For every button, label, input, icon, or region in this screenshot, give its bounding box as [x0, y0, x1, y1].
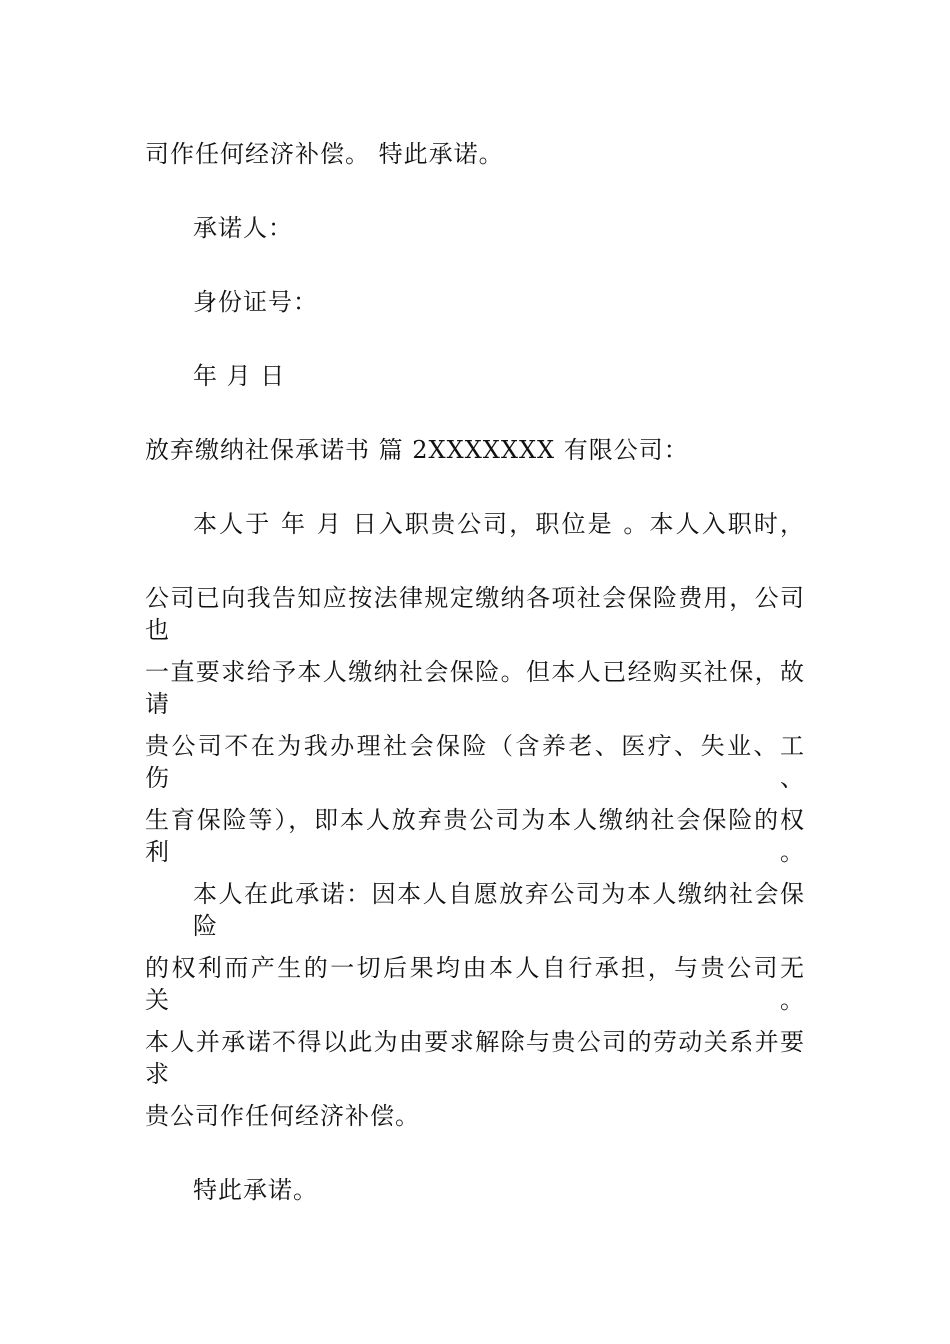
- text-line: 司作任何经济补偿。 特此承诺。: [145, 140, 504, 168]
- closing-line: 特此承诺。: [193, 1176, 318, 1204]
- paragraph-line: 一直要求给予本人缴纳社会保险。但本人已经购买社保，故请: [145, 658, 805, 718]
- paragraph-line: 本人并承诺不得以此为由要求解除与贵公司的劳动关系并要求: [145, 1028, 805, 1088]
- section-heading: 放弃缴纳社保承诺书 篇 2XXXXXXX 有限公司：: [145, 436, 689, 464]
- paragraph-line: 生育保险等），即本人放弃贵公司为本人缴纳社会保险的权利。: [145, 806, 805, 866]
- paragraph-line: 本人于 年 月 日入职贵公司，职位是 。本人入职时，: [193, 510, 805, 538]
- date-label: 年 月 日: [193, 362, 286, 390]
- paragraph-line: 的权利而产生的一切后果均由本人自行承担，与贵公司无关。: [145, 954, 805, 1014]
- paragraph-line: 贵公司不在为我办理社会保险（含养老、医疗、失业、工伤、: [145, 732, 805, 792]
- signer-label: 承诺人：: [193, 214, 293, 242]
- paragraph-line: 本人在此承诺：因本人自愿放弃公司为本人缴纳社会保险: [193, 880, 805, 940]
- paragraph-line: 公司已向我告知应按法律规定缴纳各项社会保险费用，公司也: [145, 584, 805, 644]
- id-number-label: 身份证号：: [193, 288, 318, 316]
- paragraph-line: 贵公司作任何经济补偿。: [145, 1102, 420, 1130]
